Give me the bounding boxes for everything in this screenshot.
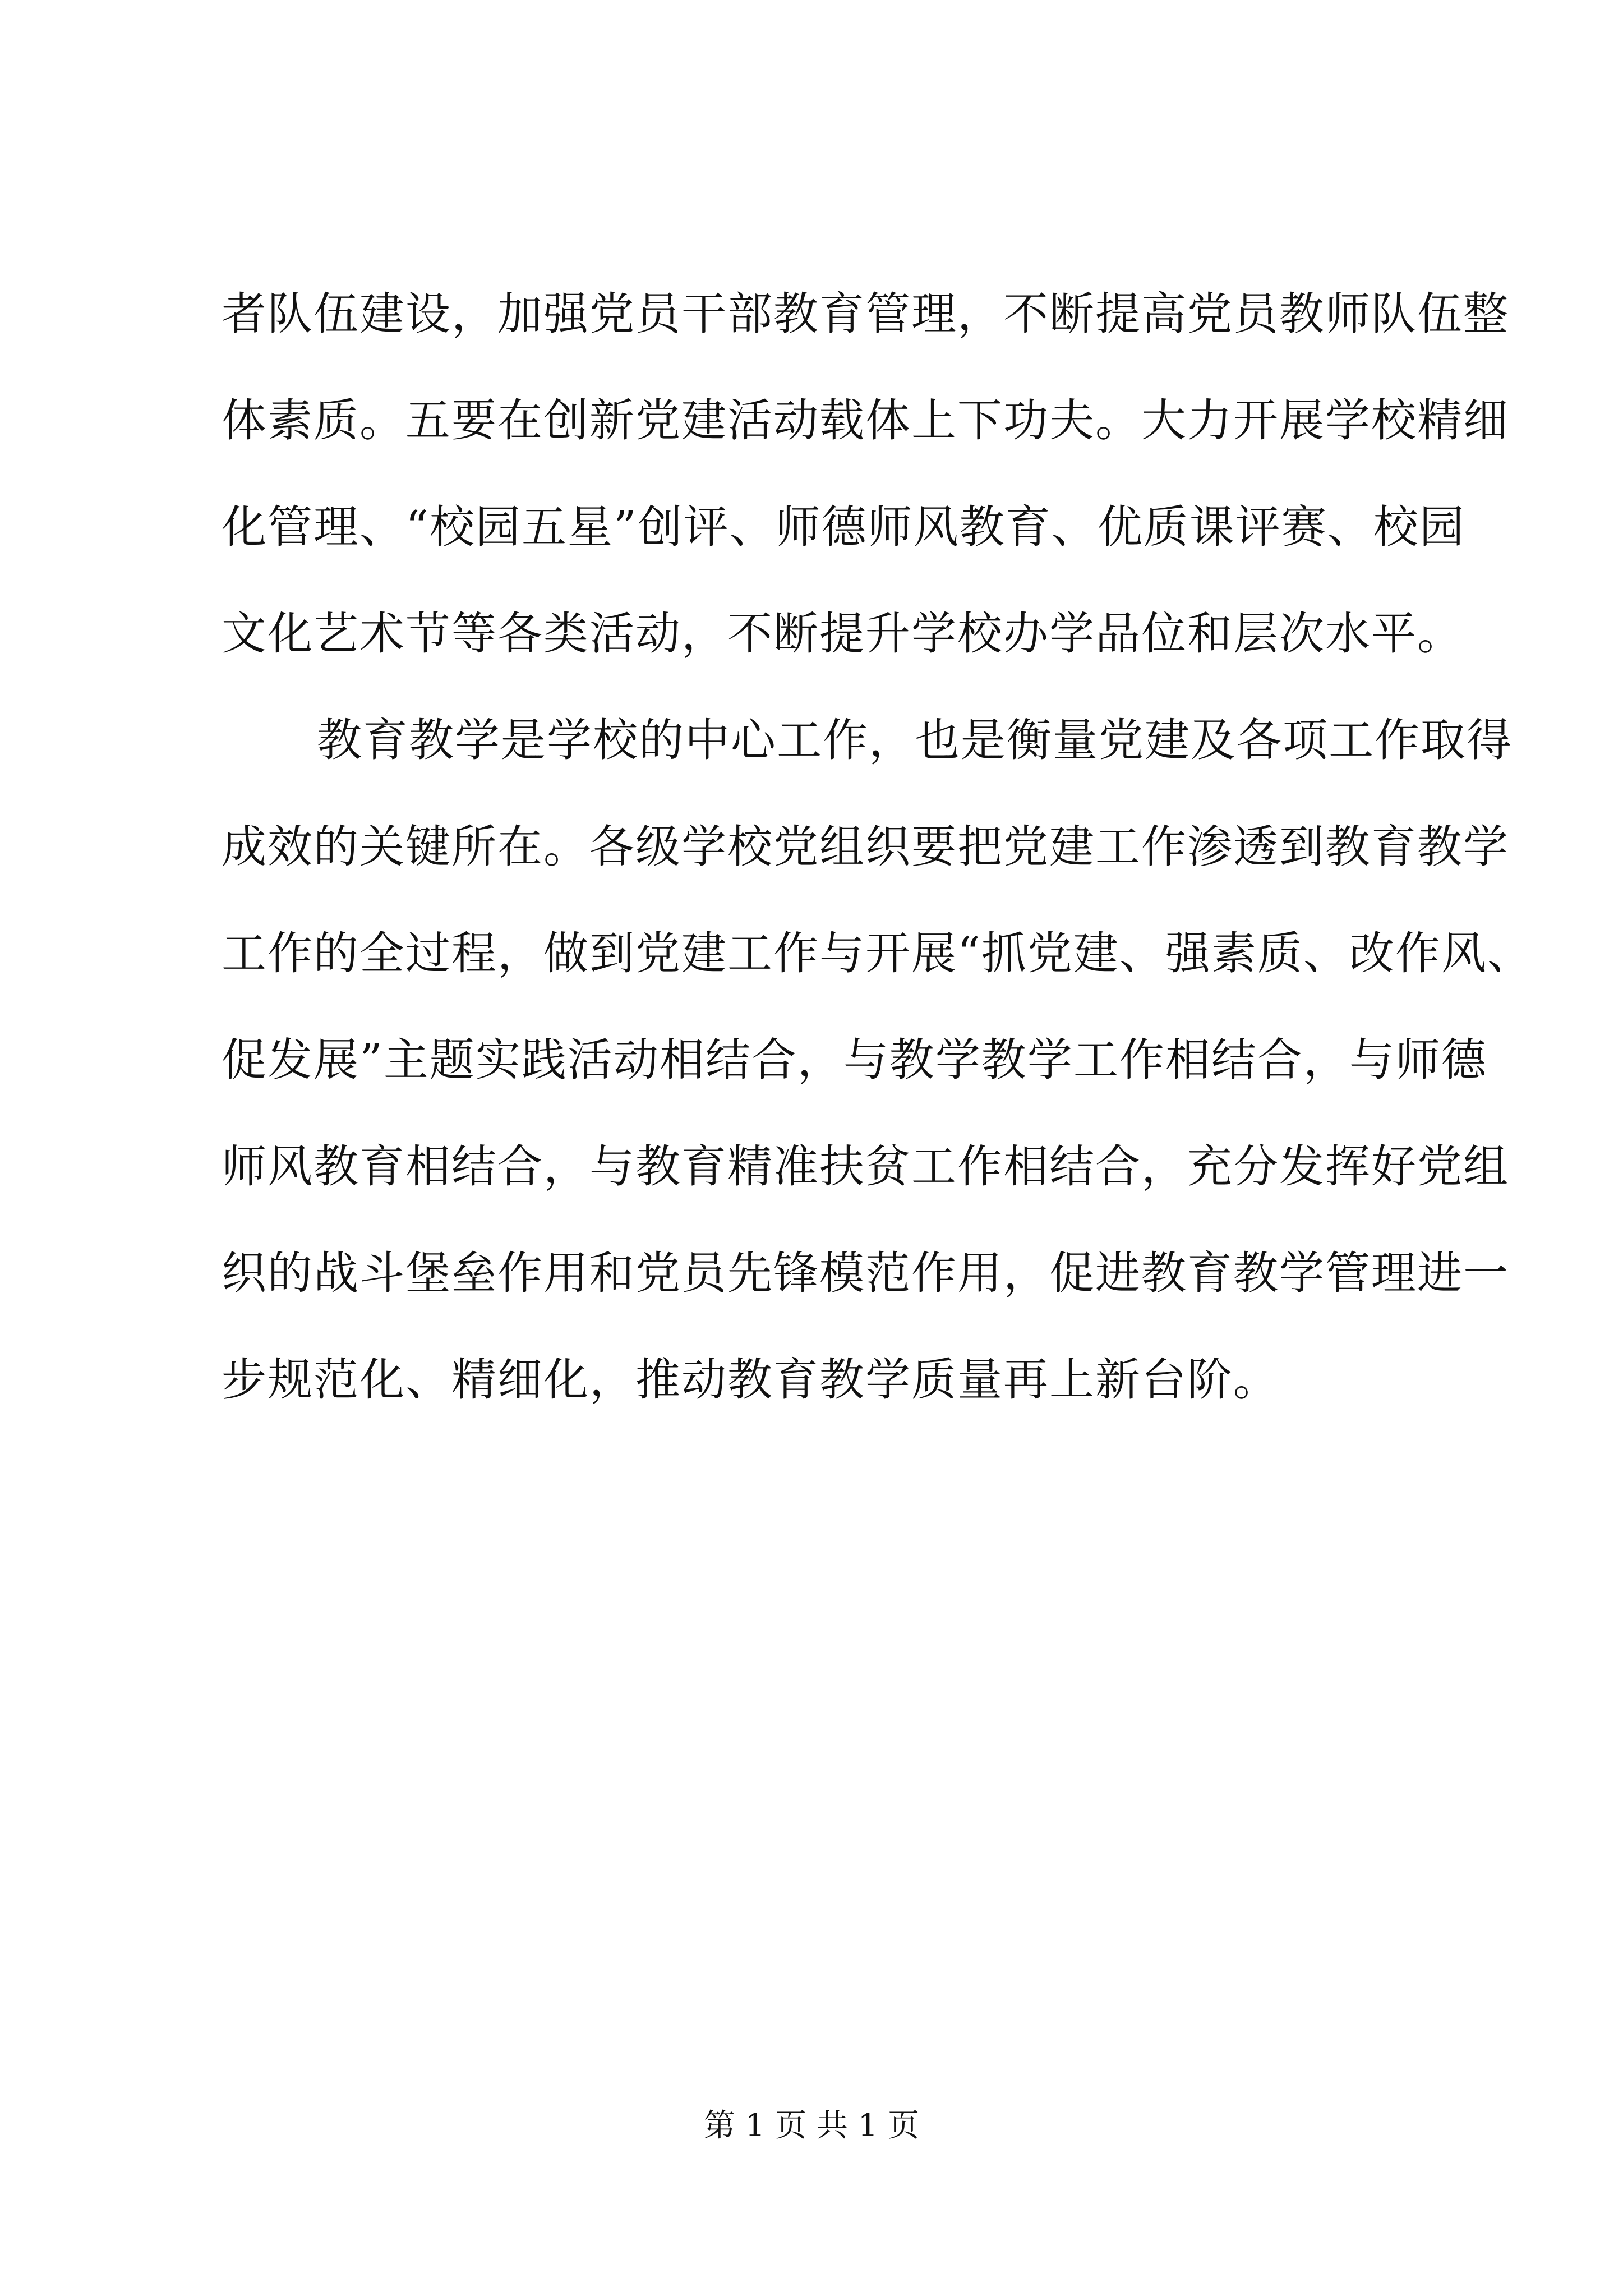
- text-line: 体素质。五要在创新党建活动载体上下功夫。大力开展学校精细: [222, 394, 1509, 447]
- text-line: 织的战斗堡垒作用和党员先锋模范作用，促进教育教学管理进一: [222, 1247, 1509, 1299]
- page-number-footer: 第 1 页 共 1 页: [703, 2108, 920, 2144]
- text-line: 化管理、“校园五星”创评、师德师风教育、优质课评赛、校园: [222, 501, 1465, 553]
- text-line: 师风教育相结合，与教育精准扶贫工作相结合，充分发挥好党组: [222, 1140, 1509, 1193]
- text-line: 步规范化、精细化，推动教育教学质量再上新台阶。: [222, 1354, 1279, 1406]
- text-line: 工作的全过程，做到党建工作与开展“抓党建、强素质、改作风、: [222, 927, 1533, 979]
- text-line: 文化艺术节等各类活动，不断提升学校办学品位和层次水平。: [222, 608, 1463, 660]
- text-line: 教育教学是学校的中心工作，也是衡量党建及各项工作取得: [317, 714, 1513, 766]
- paragraph-1: [222, 261, 1509, 687]
- body-text: [222, 261, 1533, 1433]
- text-line: 成效的关键所在。各级学校党组织要把党建工作渗透到教育教学: [222, 821, 1509, 873]
- text-line: 促发展”主题实践活动相结合，与教学教学工作相结合，与师德: [222, 1034, 1487, 1086]
- text-line: 者队伍建设，加强党员干部教育管理，不断提高党员教师队伍整: [222, 288, 1509, 340]
- paragraph-2: [222, 687, 1533, 1433]
